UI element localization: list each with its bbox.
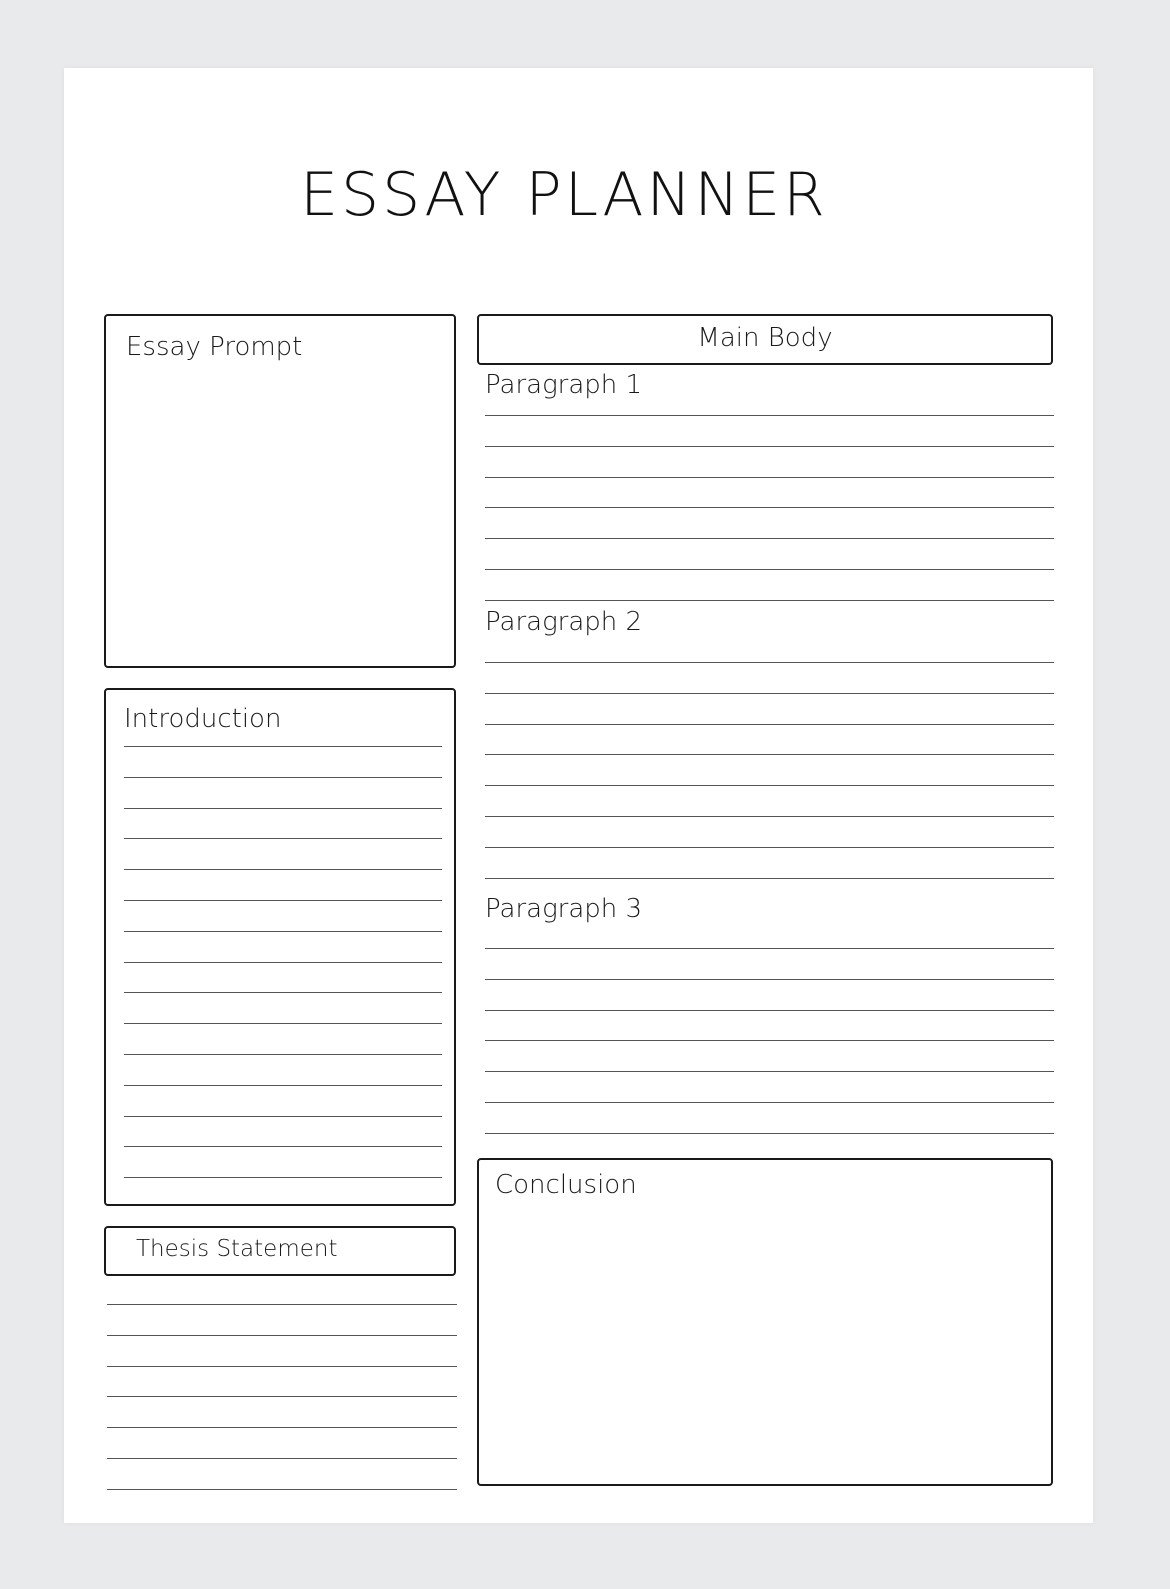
conclusion-box[interactable] — [477, 1158, 1053, 1486]
writing-line — [124, 962, 442, 963]
introduction-label: Introduction — [124, 704, 282, 734]
paragraph-2-label: Paragraph 2 — [485, 607, 643, 637]
writing-line — [485, 816, 1054, 817]
conclusion-label: Conclusion — [495, 1170, 637, 1200]
writing-line — [124, 1023, 442, 1024]
writing-line — [124, 931, 442, 932]
writing-line — [124, 900, 442, 901]
writing-line — [485, 538, 1054, 539]
writing-line — [485, 693, 1054, 694]
writing-line — [107, 1304, 457, 1305]
paragraph-3-label: Paragraph 3 — [485, 894, 643, 924]
writing-line — [124, 838, 442, 839]
writing-line — [485, 878, 1054, 879]
writing-line — [485, 507, 1054, 508]
main-body-header — [477, 314, 1053, 365]
writing-line — [107, 1458, 457, 1459]
writing-line — [107, 1396, 457, 1397]
writing-line — [485, 979, 1054, 980]
writing-line — [485, 785, 1054, 786]
writing-line — [485, 446, 1054, 447]
paragraph-2-lines[interactable] — [485, 662, 1054, 892]
writing-line — [485, 600, 1054, 601]
writing-line — [107, 1335, 457, 1336]
writing-line — [124, 746, 442, 747]
writing-line — [124, 1116, 442, 1117]
writing-line — [485, 847, 1054, 848]
essay-prompt-label: Essay Prompt — [126, 332, 303, 362]
paragraph-1-lines[interactable] — [485, 415, 1054, 615]
introduction-box[interactable] — [104, 688, 456, 1206]
writing-line — [107, 1427, 457, 1428]
paragraph-3-lines[interactable] — [485, 948, 1054, 1148]
writing-line — [124, 869, 442, 870]
writing-line — [485, 754, 1054, 755]
writing-line — [124, 1177, 442, 1178]
writing-line — [124, 1146, 442, 1147]
writing-line — [485, 662, 1054, 663]
page-title: ESSAY PLANNER — [300, 160, 828, 230]
writing-line — [485, 415, 1054, 416]
thesis-statement-label: Thesis Statement — [136, 1236, 338, 1262]
writing-line — [485, 1010, 1054, 1011]
writing-line — [107, 1489, 457, 1490]
writing-line — [485, 1102, 1054, 1103]
thesis-statement-header — [104, 1226, 456, 1276]
writing-line — [124, 992, 442, 993]
writing-line — [124, 1085, 442, 1086]
writing-line — [485, 948, 1054, 949]
writing-line — [485, 724, 1054, 725]
paragraph-1-label: Paragraph 1 — [485, 370, 643, 400]
writing-line — [485, 1071, 1054, 1072]
main-body-label: Main Body — [697, 323, 833, 353]
writing-line — [485, 1133, 1054, 1134]
thesis-statement-lines[interactable] — [107, 1304, 457, 1504]
writing-line — [124, 808, 442, 809]
planner-sheet — [64, 68, 1093, 1523]
introduction-lines[interactable] — [124, 746, 442, 1186]
writing-line — [485, 1040, 1054, 1041]
writing-line — [107, 1366, 457, 1367]
essay-prompt-box[interactable] — [104, 314, 456, 668]
writing-line — [485, 477, 1054, 478]
writing-line — [124, 777, 442, 778]
writing-line — [485, 569, 1054, 570]
writing-line — [124, 1054, 442, 1055]
